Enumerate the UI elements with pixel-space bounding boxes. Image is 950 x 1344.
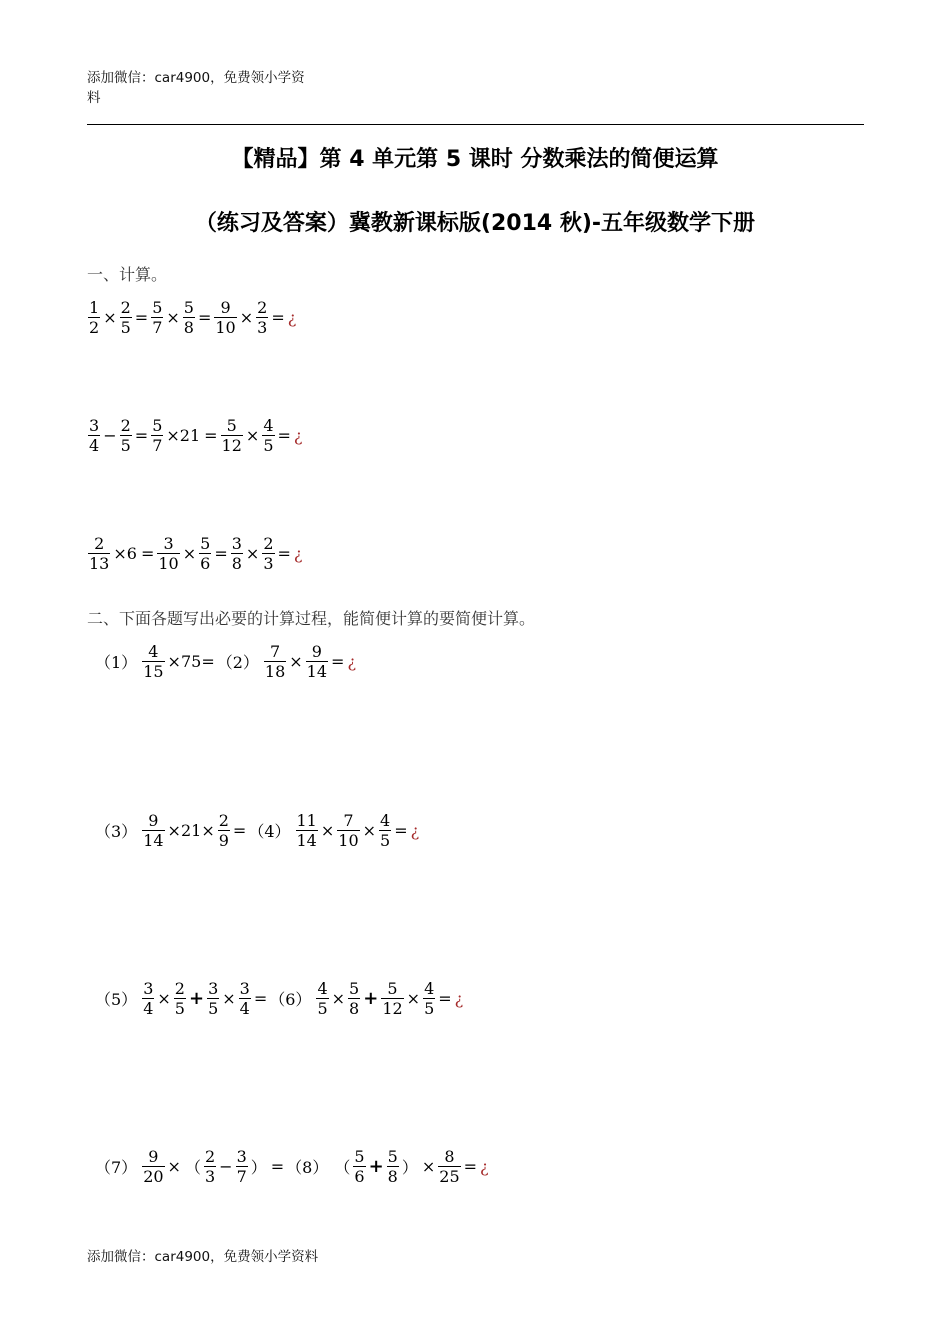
operator: ×75=: [167, 652, 215, 671]
fraction: $\frac{9}{20}$: [143, 1147, 164, 1186]
problem-label: （6）: [269, 990, 312, 1009]
equals: =: [134, 308, 149, 327]
section-2-heading: 二、下面各题写出必要的计算过程，能简便计算的要简便计算。: [87, 609, 536, 628]
equals: =: [140, 544, 155, 563]
fraction: $\frac{2}{3}$: [263, 534, 274, 573]
equals: =: [331, 652, 345, 671]
fraction: $\frac{7}{10}$: [338, 811, 359, 850]
operator: ×: [103, 308, 117, 327]
missing-glyph: ¿: [410, 821, 420, 840]
header-line-1: 添加微信：car4900，免费领小学资: [87, 70, 305, 86]
fraction: $\frac{3}{4}$: [239, 979, 250, 1018]
problem-label: （5）: [95, 990, 138, 1009]
fraction: $\frac{3}{7}$: [236, 1147, 247, 1186]
operator: ×21: [166, 426, 201, 445]
missing-glyph: ¿: [293, 544, 303, 563]
fraction: $\frac{2}{13}$: [89, 534, 110, 573]
operator: ×: [320, 821, 335, 840]
page-subtitle: （练习及答案）冀教新课标版(2014 秋)-五年级数学下册: [194, 211, 756, 236]
plus-sign: +: [368, 1156, 384, 1177]
equals: =: [204, 426, 218, 445]
fraction: $\frac{5}{6}$: [200, 534, 211, 573]
equals: =: [134, 426, 149, 445]
left-paren: （: [334, 1158, 351, 1177]
problem-row-3-4: [95, 811, 419, 850]
left-paren: （: [184, 1158, 201, 1177]
problem-label: （8）: [286, 1158, 329, 1177]
operator: ×: [157, 989, 171, 1008]
operator: ×: [166, 308, 180, 327]
operator: ×: [406, 989, 421, 1008]
operator: ×: [289, 652, 303, 671]
plus-sign: +: [188, 988, 205, 1009]
fraction: $\frac{3}{4}$: [143, 979, 154, 1018]
fraction: $\frac{5}{12}$: [382, 979, 403, 1018]
fraction: $\frac{2}{5}$: [120, 416, 131, 455]
fraction: $\frac{9}{14}$: [143, 811, 164, 850]
fraction: $\frac{5}{8}$: [349, 979, 360, 1018]
equals: =: [394, 821, 408, 840]
fraction: $\frac{3}{4}$: [89, 416, 100, 455]
fraction: $\frac{2}{5}$: [174, 979, 185, 1018]
operator: ×: [182, 544, 197, 563]
page-title: 【精品】第 4 单元第 5 课时 分数乘法的简便运算: [231, 147, 719, 172]
section-1-heading: 一、计算。: [87, 265, 168, 284]
operator: ×: [245, 544, 260, 563]
fraction: $\frac{4}{5}$: [424, 979, 435, 1018]
problem-label: （2）: [216, 653, 259, 672]
fraction: $\frac{5}{7}$: [152, 416, 163, 455]
operator: ×: [222, 989, 236, 1008]
fraction: $\frac{4}{5}$: [263, 416, 274, 455]
right-paren: ）: [401, 1158, 418, 1177]
header-note: [87, 68, 337, 108]
operator: ×21×: [167, 821, 215, 840]
operator: ×: [245, 426, 260, 445]
right-paren: ）: [250, 1158, 267, 1177]
fraction: $\frac{5}{7}$: [152, 298, 163, 337]
equals: =: [197, 308, 212, 327]
equals: =: [271, 308, 285, 327]
footer-note: 添加微信：car4900，免费领小学资料: [87, 1249, 319, 1265]
equals: =: [463, 1157, 478, 1176]
fraction: $\frac{3}{5}$: [208, 979, 219, 1018]
missing-glyph: ¿: [287, 308, 297, 327]
calc-row-3: [87, 534, 302, 573]
missing-glyph: ¿: [293, 426, 303, 445]
problem-row-1-2: [95, 642, 356, 681]
fraction: $\frac{1}{2}$: [89, 298, 100, 337]
problem-label: （7）: [95, 1158, 138, 1177]
problem-row-5-6: [95, 979, 463, 1018]
equals: =: [277, 426, 291, 445]
header-line-2: 料: [87, 90, 101, 106]
fraction: $\frac{9}{14}$: [306, 642, 328, 681]
equals: =: [214, 544, 228, 563]
fraction: $\frac{7}{18}$: [264, 642, 286, 681]
equals: =: [270, 1157, 285, 1176]
calc-row-1: [87, 298, 296, 337]
operator: ×: [239, 308, 254, 327]
calc-row-2: [87, 416, 302, 455]
fraction: $\frac{5}{8}$: [183, 298, 194, 337]
operator: −: [103, 426, 117, 445]
operator: ×: [331, 989, 346, 1008]
fraction: $\frac{11}{14}$: [296, 811, 317, 850]
plus-sign: +: [363, 988, 379, 1009]
missing-glyph: ¿: [480, 1157, 489, 1176]
fraction: $\frac{4}{5}$: [317, 979, 328, 1018]
fraction: $\frac{3}{10}$: [158, 534, 179, 573]
equals: =: [232, 821, 247, 840]
fraction: $\frac{2}{3}$: [204, 1147, 216, 1186]
fraction: $\frac{4}{5}$: [380, 811, 391, 850]
fraction: $\frac{2}{3}$: [257, 298, 268, 337]
problem-label: （4）: [248, 822, 291, 841]
problem-label: （1）: [95, 653, 138, 672]
header-divider: [87, 124, 864, 125]
fraction: $\frac{2}{5}$: [120, 298, 131, 337]
fraction: $\frac{4}{15}$: [143, 642, 164, 681]
operator: ×: [167, 1157, 181, 1176]
problem-row-7-8: [95, 1147, 489, 1186]
fraction: $\frac{2}{9}$: [218, 811, 229, 850]
problem-label: （3）: [95, 822, 138, 841]
equals: =: [438, 989, 452, 1008]
missing-glyph: ¿: [347, 652, 357, 671]
fraction: $\frac{5}{12}$: [221, 416, 242, 455]
operator: ×: [362, 821, 377, 840]
fraction: $\frac{9}{10}$: [215, 298, 236, 337]
fraction: $\frac{8}{25}$: [439, 1147, 460, 1186]
fraction: $\frac{5}{6}$: [354, 1147, 365, 1186]
minus-sign: −: [219, 1157, 233, 1176]
equals: =: [253, 989, 268, 1008]
equals: =: [277, 544, 291, 563]
fraction: $\frac{3}{8}$: [231, 534, 242, 573]
fraction: $\frac{5}{8}$: [387, 1147, 398, 1186]
operator: ×: [421, 1157, 436, 1176]
missing-glyph: ¿: [454, 989, 464, 1008]
operator: ×6: [113, 544, 137, 563]
